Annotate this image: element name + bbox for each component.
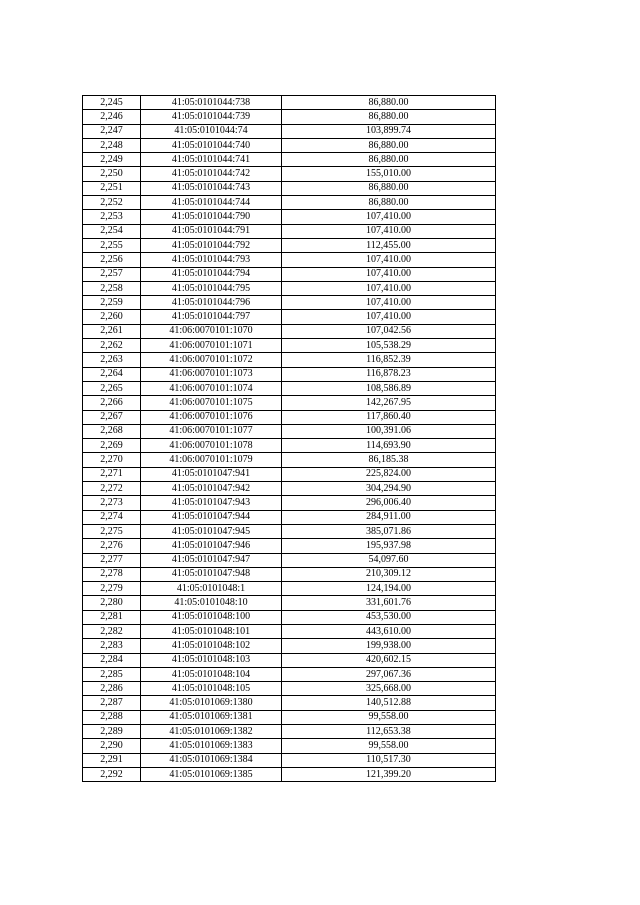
row-number-cell: 2,247 bbox=[83, 124, 141, 138]
table-row bbox=[83, 496, 496, 510]
amount-cell: 420,602.15 bbox=[282, 653, 496, 667]
amount-cell: 117,860.40 bbox=[282, 410, 496, 424]
table-row bbox=[83, 453, 496, 467]
table-row bbox=[83, 339, 496, 353]
row-number-cell: 2,289 bbox=[83, 725, 141, 739]
amount-cell: 155,010.00 bbox=[282, 167, 496, 181]
row-number-cell: 2,282 bbox=[83, 624, 141, 638]
cadastral-id-cell: 41:06:0070101:1071 bbox=[141, 339, 282, 353]
row-number-cell: 2,267 bbox=[83, 410, 141, 424]
cadastral-id-cell: 41:05:0101044:742 bbox=[141, 167, 282, 181]
table-row bbox=[83, 396, 496, 410]
table-row bbox=[83, 582, 496, 596]
row-number-cell: 2,266 bbox=[83, 396, 141, 410]
cadastral-id-cell: 41:06:0070101:1076 bbox=[141, 410, 282, 424]
amount-cell: 121,399.20 bbox=[282, 767, 496, 781]
cadastral-id-cell: 41:06:0070101:1070 bbox=[141, 324, 282, 338]
amount-cell: 331,601.76 bbox=[282, 596, 496, 610]
row-number-cell: 2,249 bbox=[83, 153, 141, 167]
row-number-cell: 2,246 bbox=[83, 110, 141, 124]
cadastral-id-cell: 41:05:0101044:794 bbox=[141, 267, 282, 281]
table-row bbox=[83, 482, 496, 496]
amount-cell: 107,410.00 bbox=[282, 296, 496, 310]
row-number-cell: 2,276 bbox=[83, 539, 141, 553]
table-row bbox=[83, 682, 496, 696]
cadastral-id-cell: 41:05:0101047:943 bbox=[141, 496, 282, 510]
cadastral-id-cell: 41:05:0101048:105 bbox=[141, 682, 282, 696]
row-number-cell: 2,281 bbox=[83, 610, 141, 624]
table-row bbox=[83, 639, 496, 653]
cadastral-id-cell: 41:05:0101047:948 bbox=[141, 567, 282, 581]
amount-cell: 385,071.86 bbox=[282, 524, 496, 538]
cadastral-id-cell: 41:05:0101047:947 bbox=[141, 553, 282, 567]
row-number-cell: 2,283 bbox=[83, 639, 141, 653]
row-number-cell: 2,269 bbox=[83, 439, 141, 453]
cadastral-id-cell: 41:05:0101069:1381 bbox=[141, 710, 282, 724]
cadastral-id-cell: 41:05:0101069:1382 bbox=[141, 725, 282, 739]
cadastral-id-cell: 41:05:0101069:1380 bbox=[141, 696, 282, 710]
table-row bbox=[83, 224, 496, 238]
amount-cell: 108,586.89 bbox=[282, 381, 496, 395]
amount-cell: 86,880.00 bbox=[282, 96, 496, 110]
row-number-cell: 2,278 bbox=[83, 567, 141, 581]
row-number-cell: 2,263 bbox=[83, 353, 141, 367]
amount-cell: 142,267.95 bbox=[282, 396, 496, 410]
table-row bbox=[83, 381, 496, 395]
amount-cell: 453,530.00 bbox=[282, 610, 496, 624]
amount-cell: 114,693.90 bbox=[282, 439, 496, 453]
table-row bbox=[83, 610, 496, 624]
table-row bbox=[83, 367, 496, 381]
amount-cell: 110,517.30 bbox=[282, 753, 496, 767]
cadastral-id-cell: 41:06:0070101:1074 bbox=[141, 381, 282, 395]
amount-cell: 86,880.00 bbox=[282, 153, 496, 167]
table-row bbox=[83, 739, 496, 753]
amount-cell: 86,185.38 bbox=[282, 453, 496, 467]
amount-cell: 225,824.00 bbox=[282, 467, 496, 481]
row-number-cell: 2,277 bbox=[83, 553, 141, 567]
row-number-cell: 2,272 bbox=[83, 482, 141, 496]
cadastral-id-cell: 41:05:0101044:741 bbox=[141, 153, 282, 167]
table-row bbox=[83, 138, 496, 152]
row-number-cell: 2,270 bbox=[83, 453, 141, 467]
amount-cell: 124,194.00 bbox=[282, 582, 496, 596]
cadastral-id-cell: 41:05:0101044:795 bbox=[141, 281, 282, 295]
amount-cell: 297,067.36 bbox=[282, 667, 496, 681]
table-row bbox=[83, 181, 496, 195]
amount-cell: 195,937.98 bbox=[282, 539, 496, 553]
row-number-cell: 2,261 bbox=[83, 324, 141, 338]
table-row bbox=[83, 439, 496, 453]
amount-cell: 107,410.00 bbox=[282, 281, 496, 295]
amount-cell: 112,455.00 bbox=[282, 238, 496, 252]
row-number-cell: 2,279 bbox=[83, 582, 141, 596]
cadastral-id-cell: 41:05:0101044:738 bbox=[141, 96, 282, 110]
row-number-cell: 2,254 bbox=[83, 224, 141, 238]
table-body bbox=[83, 96, 496, 782]
cadastral-id-cell: 41:05:0101044:793 bbox=[141, 253, 282, 267]
row-number-cell: 2,291 bbox=[83, 753, 141, 767]
cadastral-id-cell: 41:05:0101044:739 bbox=[141, 110, 282, 124]
cadastral-id-cell: 41:06:0070101:1078 bbox=[141, 439, 282, 453]
row-number-cell: 2,262 bbox=[83, 339, 141, 353]
row-number-cell: 2,251 bbox=[83, 181, 141, 195]
table-row bbox=[83, 567, 496, 581]
table-row bbox=[83, 653, 496, 667]
row-number-cell: 2,274 bbox=[83, 510, 141, 524]
table-row bbox=[83, 267, 496, 281]
cadastral-id-cell: 41:05:0101048:102 bbox=[141, 639, 282, 653]
row-number-cell: 2,264 bbox=[83, 367, 141, 381]
row-number-cell: 2,252 bbox=[83, 196, 141, 210]
cadastral-id-cell: 41:05:0101044:74 bbox=[141, 124, 282, 138]
row-number-cell: 2,265 bbox=[83, 381, 141, 395]
amount-cell: 107,410.00 bbox=[282, 224, 496, 238]
cadastral-id-cell: 41:05:0101044:797 bbox=[141, 310, 282, 324]
cadastral-id-cell: 41:05:0101048:104 bbox=[141, 667, 282, 681]
row-number-cell: 2,248 bbox=[83, 138, 141, 152]
cadastral-id-cell: 41:05:0101069:1385 bbox=[141, 767, 282, 781]
row-number-cell: 2,250 bbox=[83, 167, 141, 181]
table-row bbox=[83, 696, 496, 710]
amount-cell: 284,911.00 bbox=[282, 510, 496, 524]
table-row bbox=[83, 353, 496, 367]
table-row bbox=[83, 281, 496, 295]
table-row bbox=[83, 167, 496, 181]
cadastral-id-cell: 41:05:0101044:744 bbox=[141, 196, 282, 210]
amount-cell: 86,880.00 bbox=[282, 110, 496, 124]
row-number-cell: 2,288 bbox=[83, 710, 141, 724]
table-row bbox=[83, 210, 496, 224]
cadastral-id-cell: 41:05:0101047:941 bbox=[141, 467, 282, 481]
amount-cell: 107,410.00 bbox=[282, 310, 496, 324]
amount-cell: 296,006.40 bbox=[282, 496, 496, 510]
cadastral-id-cell: 41:06:0070101:1073 bbox=[141, 367, 282, 381]
table-row bbox=[83, 539, 496, 553]
amount-cell: 99,558.00 bbox=[282, 739, 496, 753]
row-number-cell: 2,259 bbox=[83, 296, 141, 310]
table-row bbox=[83, 710, 496, 724]
amount-cell: 107,410.00 bbox=[282, 210, 496, 224]
table-row bbox=[83, 624, 496, 638]
row-number-cell: 2,255 bbox=[83, 238, 141, 252]
cadastral-id-cell: 41:06:0070101:1075 bbox=[141, 396, 282, 410]
amount-cell: 86,880.00 bbox=[282, 138, 496, 152]
table-row bbox=[83, 467, 496, 481]
amount-cell: 105,538.29 bbox=[282, 339, 496, 353]
amount-cell: 140,512.88 bbox=[282, 696, 496, 710]
cadastral-id-cell: 41:06:0070101:1079 bbox=[141, 453, 282, 467]
amount-cell: 107,410.00 bbox=[282, 253, 496, 267]
table-row bbox=[83, 596, 496, 610]
table-row bbox=[83, 410, 496, 424]
row-number-cell: 2,290 bbox=[83, 739, 141, 753]
table-row bbox=[83, 753, 496, 767]
row-number-cell: 2,260 bbox=[83, 310, 141, 324]
amount-cell: 100,391.06 bbox=[282, 424, 496, 438]
table-row bbox=[83, 767, 496, 781]
row-number-cell: 2,258 bbox=[83, 281, 141, 295]
row-number-cell: 2,271 bbox=[83, 467, 141, 481]
table-row bbox=[83, 524, 496, 538]
amount-cell: 86,880.00 bbox=[282, 181, 496, 195]
row-number-cell: 2,284 bbox=[83, 653, 141, 667]
cadastral-id-cell: 41:05:0101044:791 bbox=[141, 224, 282, 238]
cadastral-id-cell: 41:05:0101044:743 bbox=[141, 181, 282, 195]
amount-cell: 112,653.38 bbox=[282, 725, 496, 739]
amount-cell: 54,097.60 bbox=[282, 553, 496, 567]
row-number-cell: 2,292 bbox=[83, 767, 141, 781]
table-row bbox=[83, 510, 496, 524]
table-row bbox=[83, 324, 496, 338]
amount-cell: 103,899.74 bbox=[282, 124, 496, 138]
row-number-cell: 2,268 bbox=[83, 424, 141, 438]
table-row bbox=[83, 96, 496, 110]
amount-cell: 116,878.23 bbox=[282, 367, 496, 381]
cadastral-id-cell: 41:05:0101047:942 bbox=[141, 482, 282, 496]
data-table bbox=[82, 95, 496, 782]
row-number-cell: 2,275 bbox=[83, 524, 141, 538]
table-row bbox=[83, 667, 496, 681]
table-row bbox=[83, 424, 496, 438]
amount-cell: 443,610.00 bbox=[282, 624, 496, 638]
cadastral-id-cell: 41:05:0101048:1 bbox=[141, 582, 282, 596]
row-number-cell: 2,253 bbox=[83, 210, 141, 224]
amount-cell: 210,309.12 bbox=[282, 567, 496, 581]
row-number-cell: 2,256 bbox=[83, 253, 141, 267]
cadastral-id-cell: 41:06:0070101:1072 bbox=[141, 353, 282, 367]
amount-cell: 116,852.39 bbox=[282, 353, 496, 367]
amount-cell: 325,668.00 bbox=[282, 682, 496, 696]
cadastral-id-cell: 41:05:0101047:946 bbox=[141, 539, 282, 553]
cadastral-id-cell: 41:05:0101047:945 bbox=[141, 524, 282, 538]
cadastral-id-cell: 41:05:0101044:792 bbox=[141, 238, 282, 252]
table-row bbox=[83, 310, 496, 324]
table-row bbox=[83, 253, 496, 267]
table-row bbox=[83, 124, 496, 138]
cadastral-id-cell: 41:05:0101048:101 bbox=[141, 624, 282, 638]
cadastral-id-cell: 41:05:0101069:1384 bbox=[141, 753, 282, 767]
row-number-cell: 2,287 bbox=[83, 696, 141, 710]
amount-cell: 99,558.00 bbox=[282, 710, 496, 724]
table-row bbox=[83, 725, 496, 739]
row-number-cell: 2,257 bbox=[83, 267, 141, 281]
cadastral-id-cell: 41:05:0101044:796 bbox=[141, 296, 282, 310]
cadastral-id-cell: 41:05:0101048:100 bbox=[141, 610, 282, 624]
table-row bbox=[83, 296, 496, 310]
table-row bbox=[83, 153, 496, 167]
table-row bbox=[83, 238, 496, 252]
row-number-cell: 2,280 bbox=[83, 596, 141, 610]
cadastral-id-cell: 41:05:0101044:790 bbox=[141, 210, 282, 224]
row-number-cell: 2,286 bbox=[83, 682, 141, 696]
row-number-cell: 2,285 bbox=[83, 667, 141, 681]
amount-cell: 86,880.00 bbox=[282, 196, 496, 210]
cadastral-id-cell: 41:05:0101047:944 bbox=[141, 510, 282, 524]
table-row bbox=[83, 196, 496, 210]
row-number-cell: 2,273 bbox=[83, 496, 141, 510]
row-number-cell: 2,245 bbox=[83, 96, 141, 110]
cadastral-id-cell: 41:05:0101044:740 bbox=[141, 138, 282, 152]
table-row bbox=[83, 553, 496, 567]
cadastral-id-cell: 41:06:0070101:1077 bbox=[141, 424, 282, 438]
amount-cell: 107,042.56 bbox=[282, 324, 496, 338]
cadastral-id-cell: 41:05:0101048:10 bbox=[141, 596, 282, 610]
cadastral-id-cell: 41:05:0101048:103 bbox=[141, 653, 282, 667]
amount-cell: 199,938.00 bbox=[282, 639, 496, 653]
table-row bbox=[83, 110, 496, 124]
amount-cell: 304,294.90 bbox=[282, 482, 496, 496]
cadastral-id-cell: 41:05:0101069:1383 bbox=[141, 739, 282, 753]
amount-cell: 107,410.00 bbox=[282, 267, 496, 281]
